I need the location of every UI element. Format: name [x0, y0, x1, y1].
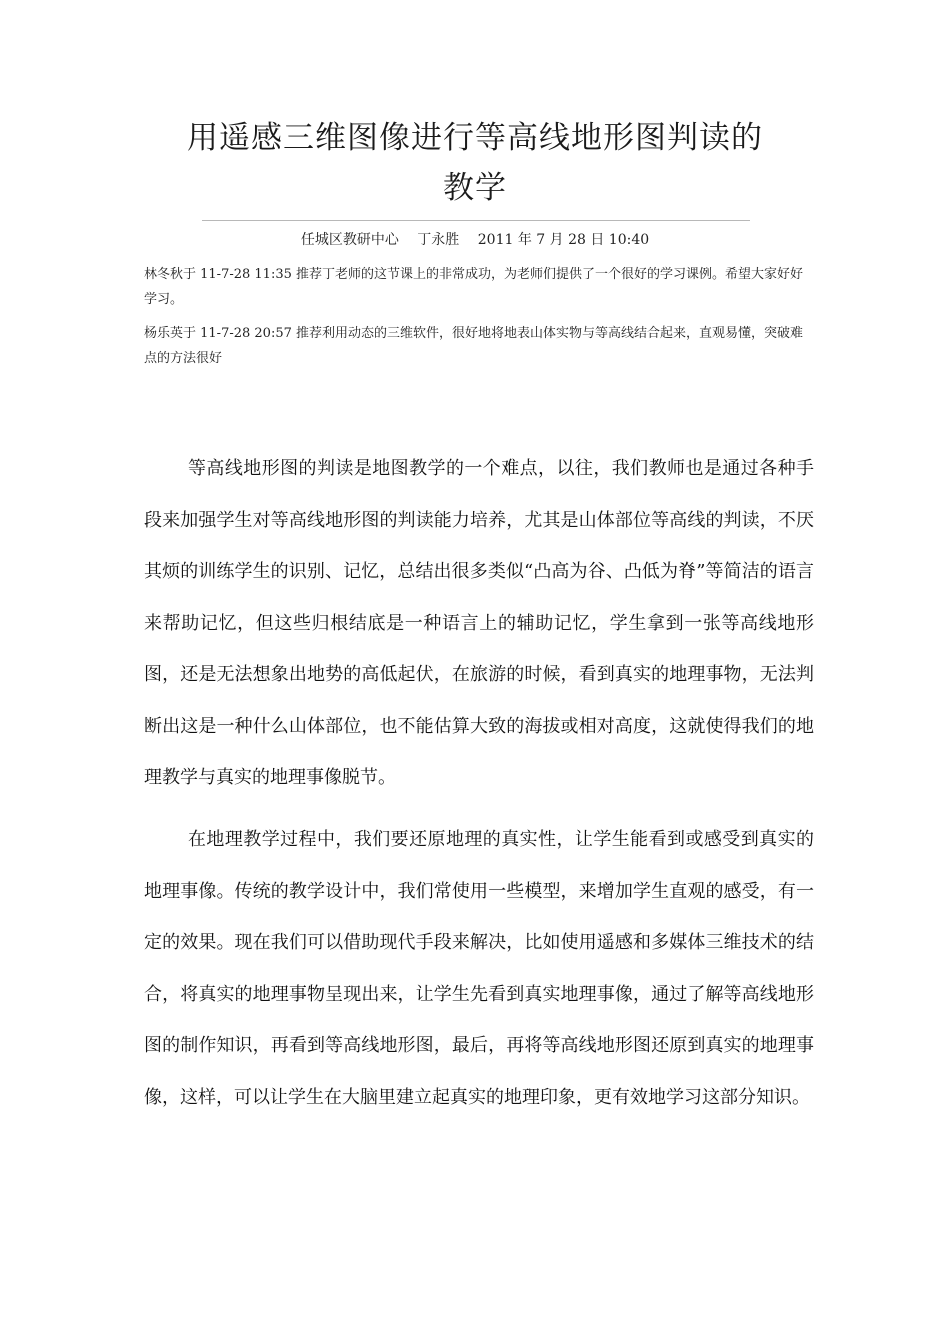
- recommendation-comment: 林冬秋于 11-7-28 11:35 推荐丁老师的这节课上的非常成功，为老师们提供了一个很好的学习课例。希望大家好好学习。: [144, 267, 804, 307]
- title-divider: [202, 220, 750, 221]
- byline-date: 2011 年 7 月 28 日 10:40: [477, 232, 650, 248]
- body-paragraph: 在地理教学过程中，我们要还原地理的真实性，让学生能看到或感受到真实的地理事像。传统的教学设计中，我们常使用一些模型，来增加学生直观的感受，有一定的效果。现在我们可以借助现代手段来解决，比如使用遥感和多媒体三维技术的结合，将真实的地理事物呈现出来，让学生先看到真实地理事像，通过了解等高线地形图的制作知识，再看到等高线地形图，最后，再将等高线地形图还原到真实的地理事像，这样，可以让学生在大脑里建立起真实的地理印象，更有效地学习这部分知识。: [144, 829, 814, 1108]
- document-title-line-2: 教学: [443, 170, 507, 206]
- document-title-line-1: 用遥感三维图像进行等高线地形图判读的: [187, 120, 763, 156]
- recommendation-comment: 杨乐英于 11-7-28 20:57 推荐利用动态的三维软件，很好地将地表山体实物与等高线结合起来，直观易懂，突破难点的方法很好: [144, 326, 804, 366]
- byline-author: 丁永胜: [417, 232, 460, 248]
- body-paragraph: 等高线地形图的判读是地图教学的一个难点，以往，我们教师也是通过各种手段来加强学生对等高线地形图的判读能力培养，尤其是山体部位等高线的判读，不厌其烦的训练学生的识别、记忆，总结出很多类似“凸高为谷、凸低为脊”等简洁的语言来帮助记忆，但这些归根结底是一种语言上的辅助记忆，学生拿到一张等高线地形图，还是无法想象出地势的高低起伏，在旅游的时候，看到真实的地理事物，无法判断出这是一种什么山体部位，也不能估算大致的海拔或相对高度，这就使得我们的地理教学与真实的地理事像脱节。: [144, 458, 814, 788]
- byline-organization: 任城区教研中心: [300, 232, 399, 248]
- byline: [0, 229, 950, 249]
